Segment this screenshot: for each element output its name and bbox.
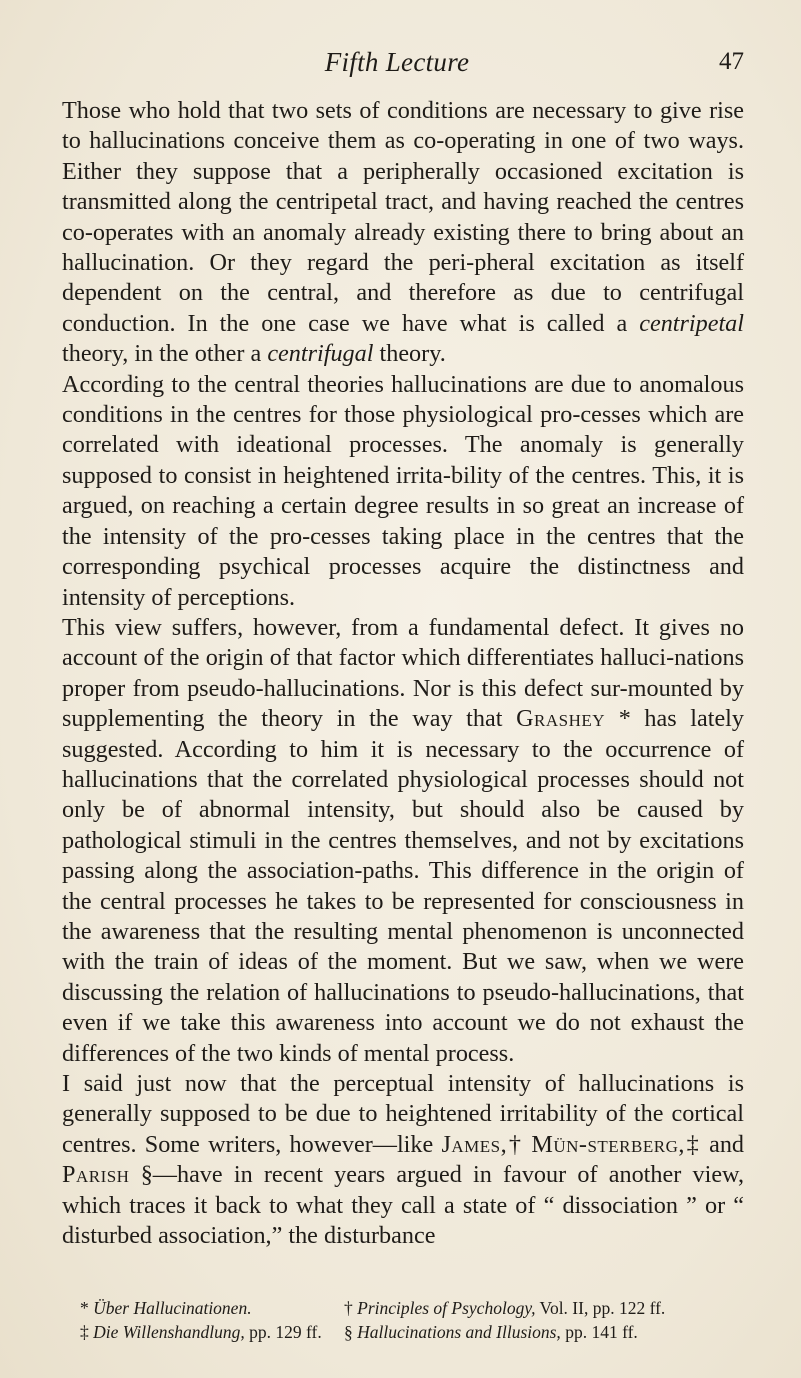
- footnote-row-2: [62, 1320, 744, 1344]
- paragraph-1: [62, 96, 744, 370]
- footnote-1: [62, 1296, 344, 1320]
- paragraph-1-text-3: theory.: [373, 340, 446, 368]
- author-james: James: [441, 1130, 501, 1158]
- footnote-3-rest: pp. 129 ff.: [244, 1322, 322, 1342]
- paragraph-3: [62, 613, 744, 1069]
- author-parish: Parish: [62, 1161, 130, 1189]
- footnote-4-title: Hallucinations and Illusions,: [357, 1322, 561, 1342]
- footnote-3-mark: ‡: [80, 1322, 89, 1342]
- running-head: Fifth Lecture: [324, 47, 470, 77]
- footnote-row-1: [62, 1296, 744, 1320]
- footnote-4-mark: §: [344, 1322, 353, 1342]
- footnote-2-mark: †: [344, 1298, 353, 1318]
- footnote-3: [62, 1320, 344, 1344]
- paragraph-4-text-3: ,‡ and: [678, 1130, 745, 1158]
- author-munsterberg: Mün-sterberg: [531, 1130, 679, 1158]
- page-header: [62, 44, 744, 84]
- footnote-1-title: Über Hallucinationen.: [93, 1298, 252, 1318]
- footnote-2: [344, 1296, 744, 1320]
- footnote-4-rest: pp. 141 ff.: [560, 1322, 638, 1342]
- paragraph-1-text-2: theory, in the other a: [62, 340, 268, 368]
- paragraph-4-text-2: ,†: [500, 1130, 532, 1158]
- term-centrifugal: centrifugal: [267, 340, 374, 368]
- paragraph-2: According to the central theories hallucinations are due to anomalous conditions in the centres for those physiological pro-cesses which are correlated with ideational processes. The anomaly is generally supposed to consist in heightened irrita-bility of the centres. This, it is argued, on reaching a certain degree results in so great an increase of the intensity of the pro-cesses taking place in the centres that the corresponding psychical processes acquire the distinctness and intensity of perceptions.: [62, 370, 744, 611]
- footnotes: [62, 1296, 744, 1344]
- term-centripetal: centripetal: [639, 309, 744, 337]
- footnote-2-title: Principles of Psychology,: [357, 1298, 536, 1318]
- paragraph-4-text: I said just now that the perceptual intensity of hallucinations is generally supposed to be due to heightened irritability of the cortical centres. Some writers, however—like: [62, 1070, 744, 1158]
- footnote-4: [344, 1320, 744, 1344]
- paragraph-1-text: Those who hold that two sets of conditions are necessary to give rise to hallucinations conceive them as co-operating in one of two ways. Either they suppose that a peripherally occasioned excitation is transmitted along the centripetal tract, and having reached the centres co-operates with an anomaly already existing there to bring about an hallucination. Or they regard the peri-pheral excitation as itself dependent on the central, and therefore as due to centrifugal conduction. In the one case we have what is called a: [62, 97, 744, 337]
- footnote-3-title: Die Willenshandlung,: [93, 1322, 245, 1342]
- page-number: 47: [719, 48, 744, 75]
- author-grashey: Grashey: [516, 705, 606, 733]
- paragraph-4: [62, 1069, 744, 1251]
- paragraph-3-text-2: * has lately suggested. According to him it is necessary to the occurrence of hallucinations that the correlated physiological processes should not only be of abnormal intensity, but should also be caused by pathological stimuli in the centres themselves, and not by excitations passing along the association-paths. This difference in the origin of the central processes he takes to be represented for consciousness in the awareness that the resulting mental phenomenon is unconnected with the train of ideas of the moment. But we saw, when we were discussing the relation of hallucinations to pseudo-hallucinations, that even if we take this awareness into account we do not exhaust the differences of the two kinds of mental process.: [62, 705, 744, 1067]
- footnote-2-rest: Vol. II, pp. 122 ff.: [535, 1298, 666, 1318]
- footnote-1-mark: *: [80, 1298, 89, 1318]
- paragraph-4-text-4: §—have in recent years argued in favour of another view, which traces it back to what they call a state of “ dissociation ” or “ disturbed association,” the disturbance: [62, 1161, 744, 1250]
- body-text: [62, 96, 744, 1251]
- paragraph-3-text: This view suffers, however, from a fundamental defect. It gives no account of the origin of that factor which differentiates halluci-nations proper from pseudo-hallucinations. Nor is this defect sur-mounted by supplementing the theory in the way that: [62, 613, 744, 733]
